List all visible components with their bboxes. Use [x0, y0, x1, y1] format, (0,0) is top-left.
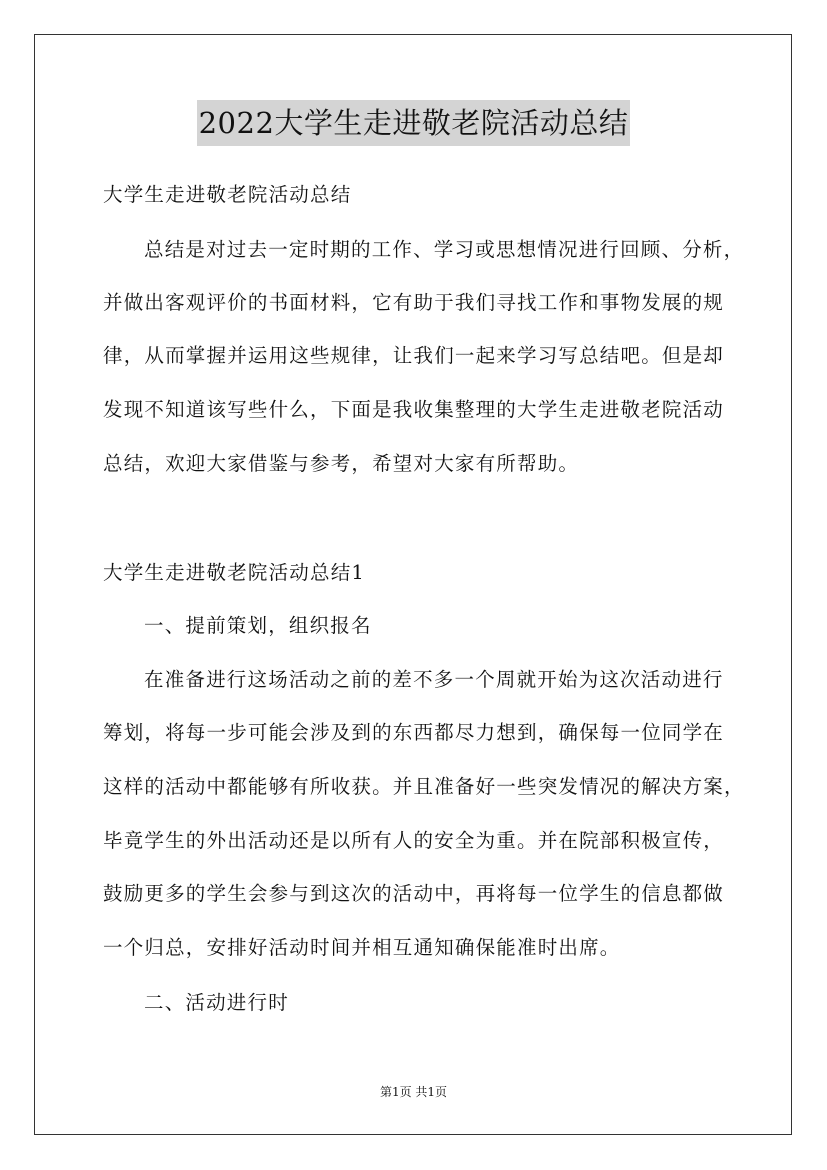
page-number-footer: 第1页 共1页 — [379, 1085, 448, 1099]
document-title: 2022大学生走进敬老院活动总结 — [197, 100, 631, 146]
title-container — [0, 100, 827, 146]
intro-line-1: 总结是对过去一定时期的工作、学习或思想情况进行回顾、分析， — [144, 238, 745, 261]
intro-line-3: 律，从而掌握并运用这些规律，让我们一起来学习写总结吧。但是却 — [103, 344, 725, 367]
part1-line-1: 在准备进行这场活动之前的差不多一个周就开始为这次活动进行 — [144, 668, 724, 691]
part1-heading: 一、提前策划，组织报名 — [144, 614, 372, 637]
part1-line-5: 鼓励更多的学生会参与到这次的活动中，再将每一位学生的信息都做 — [103, 882, 725, 905]
part1-line-6: 一个归总，安排好活动时间并相互通知确保能准时出席。 — [103, 936, 621, 959]
part1-line-2: 筹划，将每一步可能会涉及到的东西都尽力想到，确保每一位同学在 — [103, 721, 725, 744]
section1-heading: 大学生走进敬老院活动总结1 — [103, 561, 366, 584]
intro-line-5: 总结，欢迎大家借鉴与参考，希望对大家有所帮助。 — [103, 452, 580, 475]
intro-line-4: 发现不知道该写些什么，下面是我收集整理的大学生走进敬老院活动 — [103, 398, 725, 421]
intro-line-2: 并做出客观评价的书面材料，它有助于我们寻找工作和事物发展的规 — [103, 291, 725, 314]
part2-heading: 二、活动进行时 — [144, 991, 289, 1014]
part1-line-3: 这样的活动中都能够有所收获。并且准备好一些突发情况的解决方案， — [103, 775, 745, 798]
part1-line-4: 毕竟学生的外出活动还是以所有人的安全为重。并在院部积极宣传， — [103, 829, 725, 852]
subtitle: 大学生走进敬老院活动总结 — [103, 183, 352, 206]
